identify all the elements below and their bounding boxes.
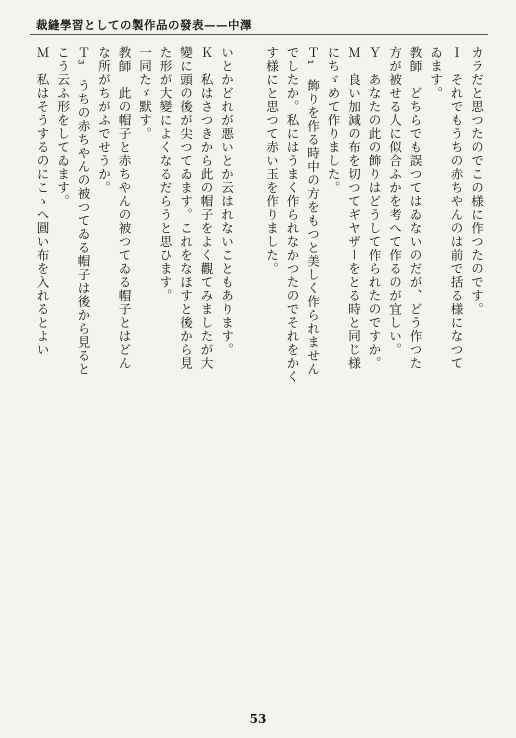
text-line [30, 46, 31, 680]
text-line: こう云ふ形をしてゐます。 [55, 46, 70, 208]
text-line: Ｉ それでもうちの赤ちやんのは前で括る様になつて [448, 46, 464, 370]
text-line: Ｍ 良い加減の布を切つてギヤザーをとる時と同じ様 [346, 46, 361, 370]
text-line: 教師 此の帽子と赤ちやんの被つてゐる帽子とはどん [116, 46, 132, 370]
text-line: Ｋ 私はさつきから此の帽子をよく觀てみましたが大 [198, 46, 214, 370]
text-line: ゐます。 [428, 46, 443, 100]
text-line: 變に頭の後が尖つてゐます。これをなほすと後から見 [178, 46, 193, 370]
text-line: Ｙ あなたの此の飾りはどうして作られたのですか。 [366, 46, 382, 370]
text-line: Ｔ₃ うちの赤ちやんの被つてゐる帽子は後から見ると [75, 46, 91, 376]
text-line: た形が大變によくなるだらうと思ひます。 [157, 46, 173, 303]
running-header: 裁縫學習としての製作品の發表——中澤 [36, 18, 252, 32]
text-line: カラだと思つたのでこの様に作つたのです。 [469, 46, 484, 316]
text-line [258, 46, 261, 680]
text-line: な所がちがふでせうか。 [96, 46, 111, 195]
text-line: す様にと思つて赤い玉を作りました。 [264, 46, 279, 276]
text-line: Ｍ 私はそうするのにこゝへ圓い布を入れるとよい [34, 46, 50, 357]
text-line: 教師 どちらでも誤つてはゐないのだが、どう作つた [407, 46, 423, 370]
text-line: Ｔ₁ 飾りを作る時中の方をもつと美しく作られません [305, 46, 320, 376]
page-number: 53 [249, 712, 267, 726]
header-rule [30, 34, 488, 35]
text-line: 方が被せる人に似合ふかを考へて作るのが宜しい。 [387, 46, 402, 357]
text-line: にちゞめて作りました。 [325, 46, 341, 195]
text-body [30, 46, 486, 688]
text-line: 一同たゞ默す。 [137, 46, 152, 141]
text-column-right [258, 46, 486, 680]
text-line: でしたか。私にはうまく作られなかつたのでそれをかく [284, 46, 300, 384]
text-column-left [30, 46, 236, 680]
text-line: いとかどれが悪いとか云はれないこともあります。 [219, 46, 234, 357]
